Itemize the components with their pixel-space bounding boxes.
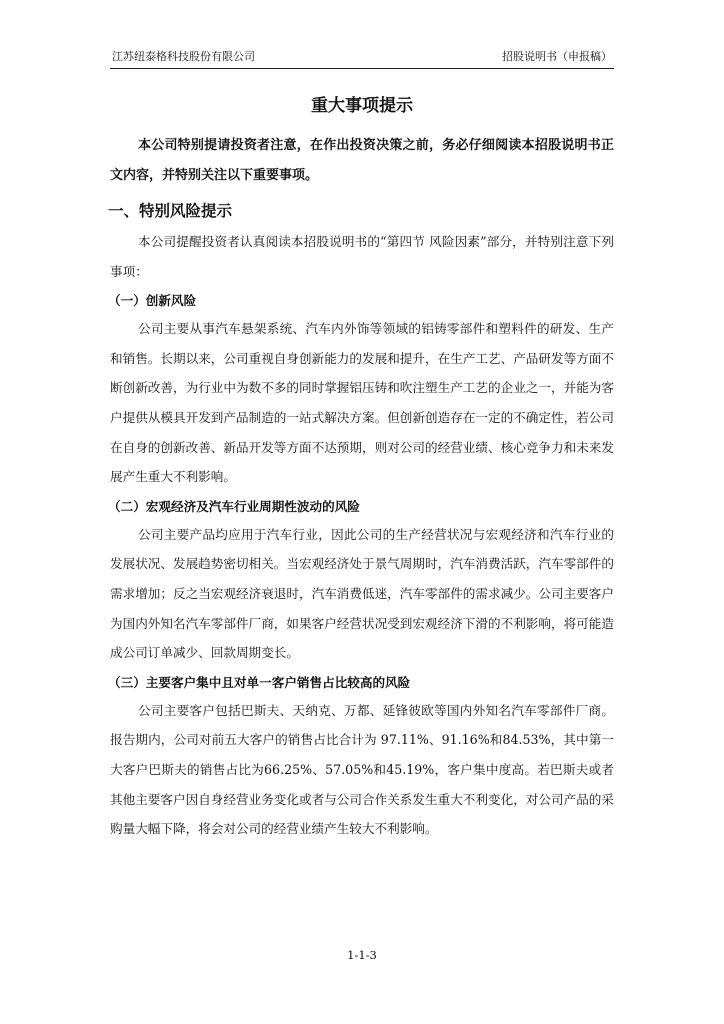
intro-notice: 本公司特别提请投资者注意，在作出投资决策之前，务必仔细阅读本招股说明书正文内容，并特别关注以下重要事项。 bbox=[110, 138, 614, 183]
header-company-name: 江苏纽泰格科技股份有限公司 bbox=[112, 50, 255, 63]
section-intro-paragraph: 本公司提醒投资者认真阅读本招股说明书的“第四节 风险因素”部分，并特别注意下列事项： bbox=[110, 234, 614, 279]
subsection-heading-macro-cycle-risk: （二）宏观经济及汽车行业周期性波动的风险 bbox=[108, 498, 360, 514]
page-header bbox=[110, 50, 614, 69]
customer-concentration-risk-paragraph: 公司主要客户包括巴斯夫、天纳克、万都、延锋彼欧等国内外知名汽车零部件厂商。报告期内，公司对前五大客户的销售占比合计为 97.11%、91.16%和84.53%，其中第一大客户巴斯夫的销售占比为66.25%、57.05%和45.19%，客户集中度高。若巴斯夫或者其他主要客户因自身经营业务变化或者与公司合作关系发生重大不利变化，对公司产品的采购量大幅下降，将会对公司的经营业绩产生较大不利影响。 bbox=[110, 702, 614, 837]
macro-cycle-risk-paragraph: 公司主要产品均应用于汽车行业，因此公司的生产经营状况与宏观经济和汽车行业的发展状况、发展趋势密切相关。当宏观经济处于景气周期时，汽车消费活跃，汽车零部件的需求增加；反之当宏观经济衰退时，汽车消费低迷，汽车零部件的需求减少。公司主要客户为国内外知名汽车零部件厂商，如果客户经营状况受到宏观经济下滑的不利影响，将可能造成公司订单减少、回款周期变长。 bbox=[110, 526, 614, 661]
innovation-risk-paragraph: 公司主要从事汽车悬架系统、汽车内外饰等领域的铝铸零部件和塑料件的研发、生产和销售。长期以来，公司重视自身创新能力的发展和提升，在生产工艺、产品研发等方面不断创新改善，为行业中为数不多的同时掌握铝压铸和吹注塑生产工艺的企业之一，并能为客户提供从模具开发到产品制造的一站式解决方案。但创新创造存在一定的不确定性，若公司在自身的创新改善、新品开发等方面不达预期，则对公司的经营业绩、核心竞争力和未来发展产生重大不利影响。 bbox=[110, 321, 614, 485]
page-number: 1-1-3 bbox=[347, 948, 377, 962]
subsection-heading-customer-concentration-risk: （三）主要客户集中且对单一客户销售占比较高的风险 bbox=[108, 674, 411, 690]
section-heading-special-risk: 一、特别风险提示 bbox=[108, 202, 233, 220]
subsection-heading-innovation-risk: （一）创新风险 bbox=[108, 293, 197, 309]
document-body bbox=[110, 95, 614, 844]
page-title: 重大事项提示 bbox=[311, 96, 413, 116]
header-document-type: 招股说明书（申报稿） bbox=[502, 50, 612, 63]
